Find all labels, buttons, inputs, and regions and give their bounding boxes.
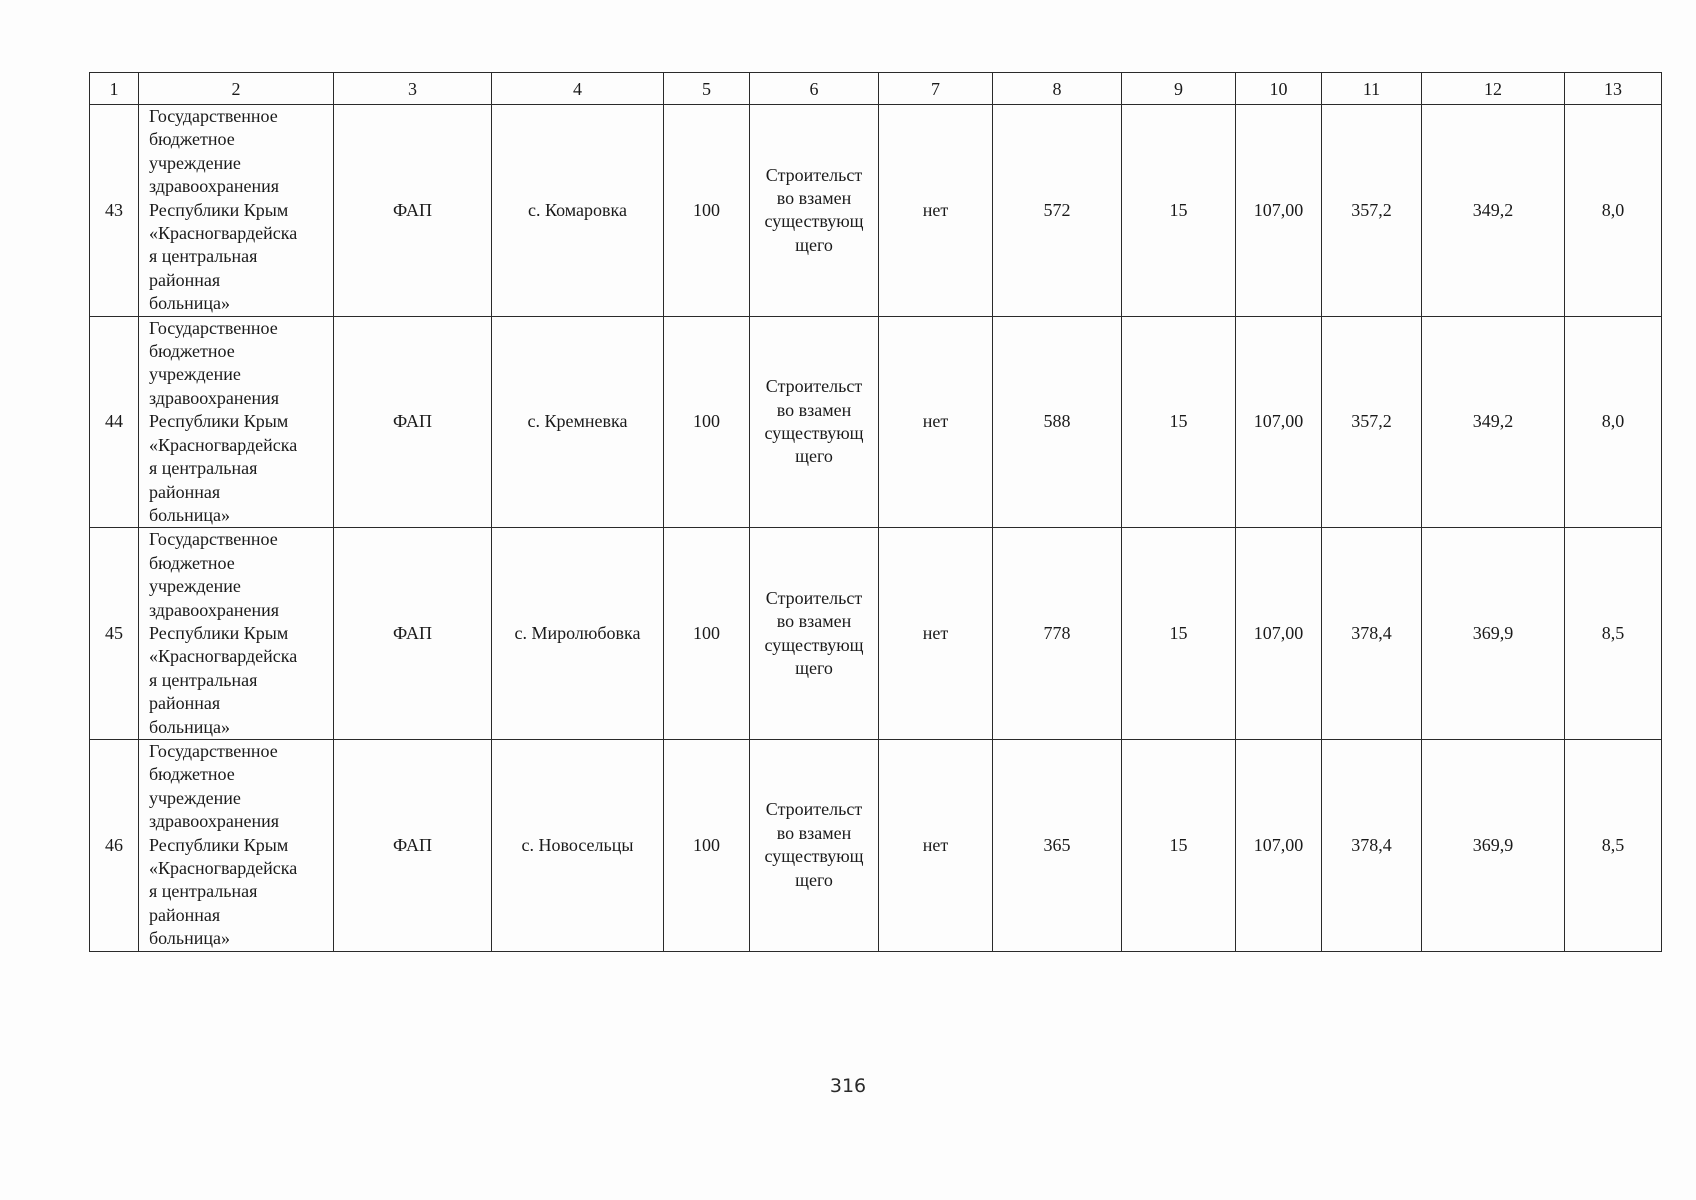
- column-10-cell: 107,00: [1236, 105, 1322, 317]
- settlement-cell: с. Кремневка: [492, 316, 664, 528]
- column-7-cell: нет: [879, 739, 993, 951]
- column-5-cell: 100: [664, 528, 750, 740]
- column-9-cell: 15: [1122, 105, 1236, 317]
- column-8-cell: 588: [993, 316, 1122, 528]
- work-type-cell: [750, 316, 879, 528]
- column-header: 9: [1122, 73, 1236, 105]
- column-11-cell: 357,2: [1322, 316, 1422, 528]
- column-header: 2: [139, 73, 334, 105]
- page-number: 316: [829, 1075, 867, 1097]
- column-5-cell: 100: [664, 739, 750, 951]
- column-13-cell: 8,0: [1565, 105, 1662, 317]
- column-12-cell: 369,9: [1422, 528, 1565, 740]
- work-type-text: Строительст во взамен существующ щего: [764, 376, 864, 467]
- column-header: 6: [750, 73, 879, 105]
- work-type-text: Строительст во взамен существующ щего: [764, 164, 864, 255]
- column-12-cell: 349,2: [1422, 316, 1565, 528]
- column-header: 13: [1565, 73, 1662, 105]
- facility-type-cell: ФАП: [334, 316, 492, 528]
- column-5-cell: 100: [664, 105, 750, 317]
- column-9-cell: 15: [1122, 528, 1236, 740]
- column-10-cell: 107,00: [1236, 316, 1322, 528]
- column-13-cell: 8,0: [1565, 316, 1662, 528]
- column-12-cell: 369,9: [1422, 739, 1565, 951]
- column-7-cell: нет: [879, 316, 993, 528]
- table-row: [90, 739, 1662, 951]
- column-header: 3: [334, 73, 492, 105]
- work-type-cell: [750, 105, 879, 317]
- column-header: 4: [492, 73, 664, 105]
- column-header: 8: [993, 73, 1122, 105]
- table-row: [90, 105, 1662, 317]
- column-10-cell: 107,00: [1236, 528, 1322, 740]
- column-11-cell: 378,4: [1322, 739, 1422, 951]
- column-header: 5: [664, 73, 750, 105]
- column-11-cell: 357,2: [1322, 105, 1422, 317]
- table-row: [90, 528, 1662, 740]
- column-7-cell: нет: [879, 105, 993, 317]
- column-number-row: [90, 73, 1662, 105]
- work-type-text: Строительст во взамен существующ щего: [764, 587, 864, 679]
- work-type-text: Строительст во взамен существующ щего: [764, 799, 864, 890]
- column-11-cell: 378,4: [1322, 528, 1422, 740]
- row-number-cell: 43: [90, 105, 139, 317]
- row-number-cell: 46: [90, 739, 139, 951]
- column-7-cell: нет: [879, 528, 993, 740]
- column-10-cell: 107,00: [1236, 739, 1322, 951]
- organization-name: Государственное бюджетное учреждение здравоохранения Республики Крым «Красногвардейска я центральная районная больница»: [149, 106, 298, 314]
- organization-name: Государственное бюджетное учреждение здравоохранения Республики Крым «Красногвардейска я центральная районная больница»: [149, 740, 298, 949]
- column-8-cell: 365: [993, 739, 1122, 951]
- column-8-cell: 778: [993, 528, 1122, 740]
- facility-type-cell: ФАП: [334, 105, 492, 317]
- column-header: 11: [1322, 73, 1422, 105]
- column-header: 12: [1422, 73, 1565, 105]
- organization-cell: [139, 739, 334, 951]
- settlement-cell: с. Новосельцы: [492, 739, 664, 951]
- column-9-cell: 15: [1122, 739, 1236, 951]
- facility-type-cell: ФАП: [334, 528, 492, 740]
- work-type-cell: [750, 528, 879, 740]
- organization-cell: [139, 528, 334, 740]
- column-9-cell: 15: [1122, 316, 1236, 528]
- table-row: [90, 316, 1662, 528]
- column-header: 7: [879, 73, 993, 105]
- column-8-cell: 572: [993, 105, 1122, 317]
- data-table: [89, 72, 1662, 952]
- row-number-cell: 44: [90, 316, 139, 528]
- organization-cell: [139, 316, 334, 528]
- column-header: 1: [90, 73, 139, 105]
- organization-name: Государственное бюджетное учреждение здравоохранения Республики Крым «Красногвардейска я центральная районная больница»: [149, 317, 298, 525]
- row-number-cell: 45: [90, 528, 139, 740]
- organization-name: Государственное бюджетное учреждение здравоохранения Республики Крым «Красногвардейска я центральная районная больница»: [149, 529, 298, 737]
- column-13-cell: 8,5: [1565, 739, 1662, 951]
- organization-cell: [139, 105, 334, 317]
- settlement-cell: с. Миролюбовка: [492, 528, 664, 740]
- column-header: 10: [1236, 73, 1322, 105]
- column-5-cell: 100: [664, 316, 750, 528]
- column-13-cell: 8,5: [1565, 528, 1662, 740]
- facility-type-cell: ФАП: [334, 739, 492, 951]
- work-type-cell: [750, 739, 879, 951]
- settlement-cell: с. Комаровка: [492, 105, 664, 317]
- column-12-cell: 349,2: [1422, 105, 1565, 317]
